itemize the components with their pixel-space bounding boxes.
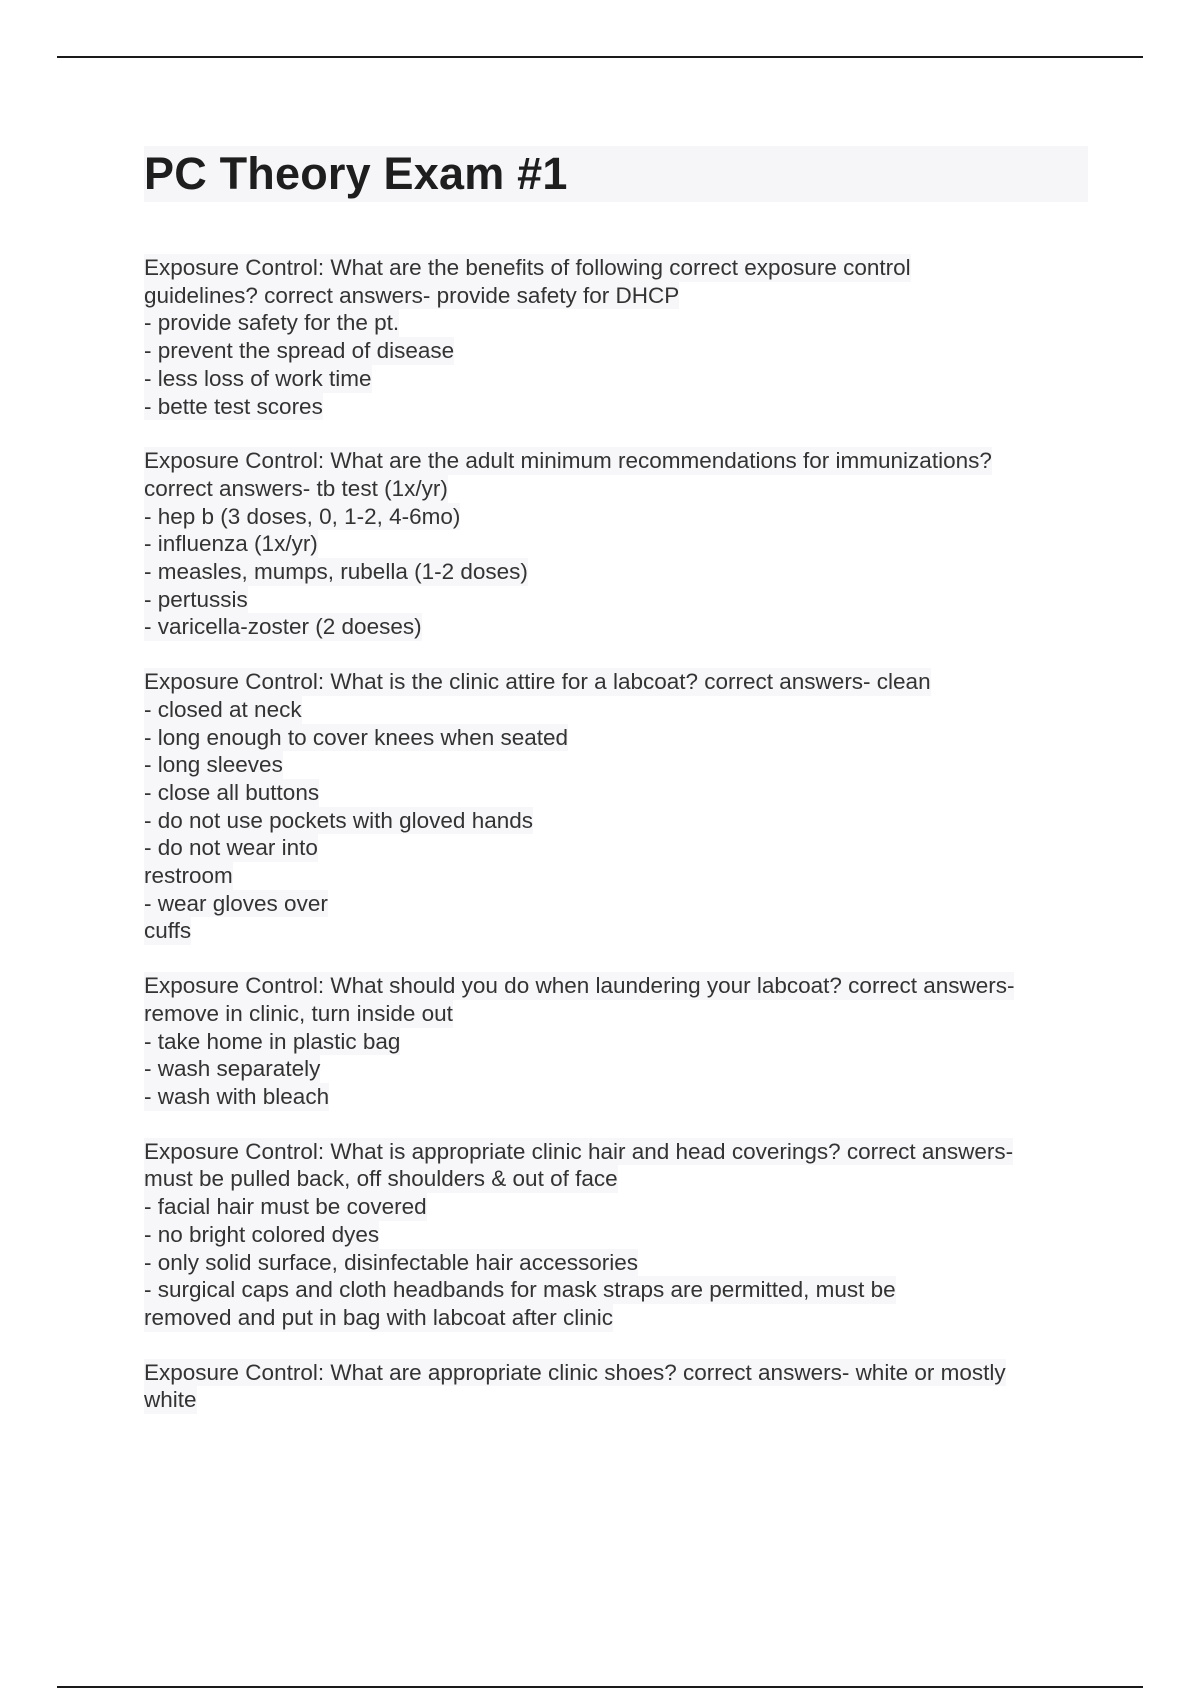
- answer-line: - wear gloves over: [144, 890, 328, 916]
- qa-item: [144, 972, 1088, 1111]
- qa-item: [144, 1359, 1088, 1414]
- answer-line: - bette test scores: [144, 393, 323, 419]
- answer-line: - closed at neck: [144, 696, 302, 722]
- question-text: Exposure Control: What is appropriate clinic hair and head coverings? correct answers-: [144, 1138, 1014, 1164]
- answer-line: - do not use pockets with gloved hands: [144, 807, 533, 833]
- question-text: Exposure Control: What are the benefits of following correct exposure control: [144, 255, 911, 280]
- answer-line: - long enough to cover knees when seated: [144, 724, 569, 750]
- qa-item: [144, 447, 1088, 641]
- answer-line: restroom: [144, 863, 233, 889]
- page-title: PC Theory Exam #1: [144, 148, 568, 199]
- question-text: Exposure Control: What are the adult minimum recommendations for immunizations?: [144, 448, 992, 474]
- answer-line: - provide safety for the pt.: [144, 310, 400, 336]
- answer-line: - prevent the spread of disease: [144, 338, 455, 364]
- answer-line: - less loss of work time: [144, 365, 372, 391]
- answer-line: - hep b (3 doses, 0, 1-2, 4-6mo): [144, 503, 461, 529]
- question-text: Exposure Control: What are appropriate clinic shoes? correct answers- white or mostly: [144, 1359, 1006, 1385]
- answer-line: correct answers- tb test (1x/yr): [144, 475, 448, 501]
- title-block: [144, 146, 1088, 202]
- question-text: Exposure Control: What is the clinic attire for a labcoat? correct answers- clean: [144, 669, 931, 695]
- answer-line: - only solid surface, disinfectable hair accessories: [144, 1249, 638, 1275]
- top-rule: [57, 56, 1143, 58]
- document-body: [144, 146, 1088, 1441]
- answer-line: - wash separately: [144, 1056, 321, 1082]
- qa-item: [144, 668, 1088, 945]
- answer-line: - wash with bleach: [144, 1083, 330, 1109]
- question-text: Exposure Control: What should you do when laundering your labcoat? correct answers-: [144, 973, 1015, 999]
- answer-line: - long sleeves: [144, 752, 283, 778]
- answer-line: white: [144, 1387, 197, 1413]
- answer-line: - varicella-zoster (2 doeses): [144, 614, 422, 640]
- answer-line: - take home in plastic bag: [144, 1028, 401, 1054]
- answer-line: - influenza (1x/yr): [144, 531, 318, 557]
- qa-item: [144, 254, 1088, 420]
- answer-line: - pertussis: [144, 586, 248, 612]
- answer-line: - facial hair must be covered: [144, 1194, 427, 1220]
- answer-line: - close all buttons: [144, 779, 320, 805]
- qa-list: [144, 254, 1088, 1414]
- answer-line: cuffs: [144, 918, 192, 944]
- bottom-rule: [57, 1686, 1143, 1688]
- answer-line: - do not wear into: [144, 835, 318, 861]
- answer-line: - no bright colored dyes: [144, 1221, 380, 1247]
- answer-line: remove in clinic, turn inside out: [144, 1000, 453, 1026]
- answer-line: guidelines? correct answers- provide safety for DHCP: [144, 282, 680, 308]
- answer-line: - measles, mumps, rubella (1-2 doses): [144, 559, 528, 585]
- qa-item: [144, 1138, 1088, 1332]
- answer-line: - surgical caps and cloth headbands for mask straps are permitted, must be: [144, 1277, 896, 1303]
- answer-line: must be pulled back, off shoulders & out of face: [144, 1166, 618, 1192]
- answer-line: removed and put in bag with labcoat after clinic: [144, 1304, 614, 1330]
